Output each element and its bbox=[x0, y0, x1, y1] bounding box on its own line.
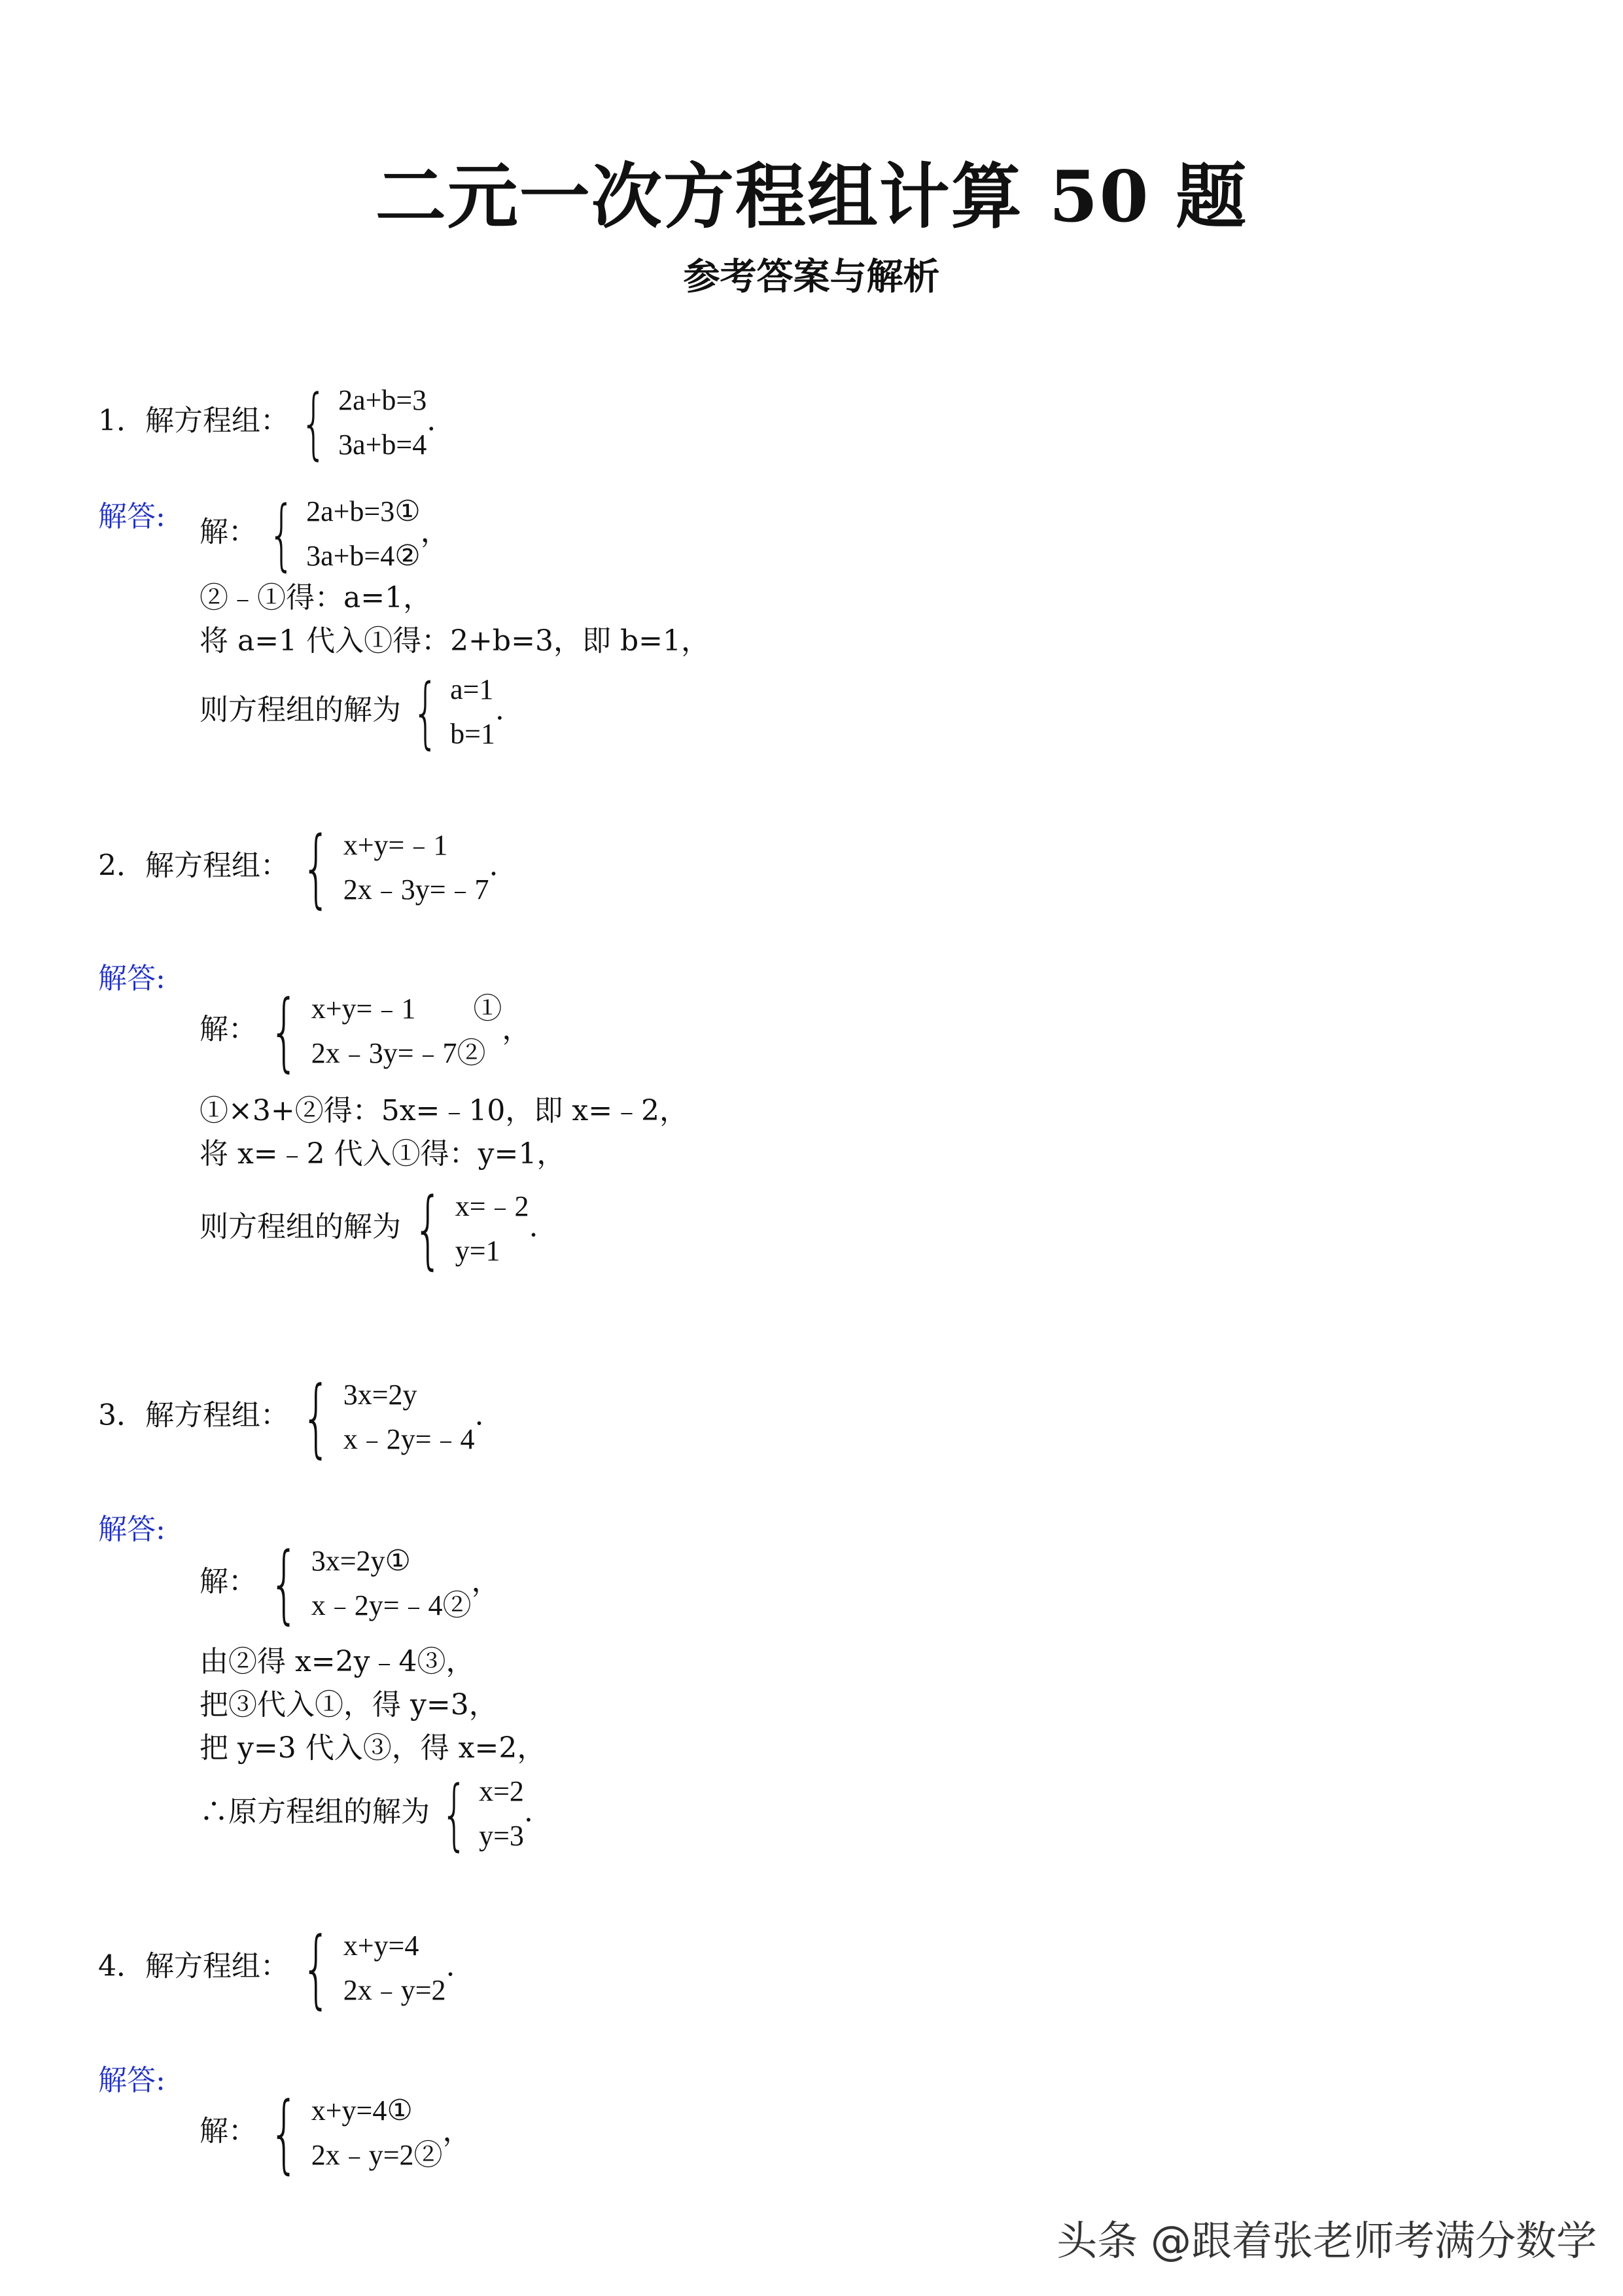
equation: 3x=2y① bbox=[311, 1545, 411, 1577]
equation: 2x﹣3y=﹣7② bbox=[311, 1037, 486, 1069]
solution-1-result bbox=[200, 667, 504, 756]
problem-end: . bbox=[445, 1949, 455, 1983]
solution-2-system bbox=[200, 981, 531, 1081]
solution-end: ， bbox=[420, 515, 449, 549]
solution-step: 将 x=﹣2 代入①得：y=1， bbox=[200, 1137, 566, 1171]
result-prefix: ∴原方程组的解为 bbox=[200, 1795, 430, 1829]
problem-end: . bbox=[489, 849, 498, 883]
equation: 2x﹣3y=﹣7 bbox=[343, 874, 489, 906]
solution-intro: 解： bbox=[200, 1564, 257, 1598]
solution-intro: 解： bbox=[200, 2114, 257, 2148]
equation-system: { x+y=4 2x﹣y=2 bbox=[301, 1918, 446, 2018]
result-system: { x=2 y=3 bbox=[440, 1769, 524, 1859]
solution-step: ②﹣①得：a=1， bbox=[200, 581, 432, 614]
equation: x+y=﹣1 ① bbox=[311, 993, 502, 1025]
result-end: . bbox=[523, 1795, 533, 1829]
equation-system: { 3x=2y① x﹣2y=﹣4② bbox=[269, 1534, 472, 1633]
solution-3-result bbox=[200, 1769, 533, 1858]
problem-1 bbox=[98, 378, 436, 467]
problem-end: . bbox=[474, 1398, 484, 1432]
result-end: . bbox=[495, 693, 504, 727]
equation: y=1 bbox=[455, 1235, 500, 1267]
answer-label: 解答: bbox=[98, 1513, 166, 1546]
problem-3 bbox=[98, 1368, 484, 1467]
solution-4-system bbox=[200, 2083, 472, 2183]
equation-system: { 3x=2y x﹣2y=﹣4 bbox=[301, 1368, 475, 1467]
solution-2-result bbox=[200, 1179, 538, 1279]
equation-system: { x+y=﹣1 ① 2x﹣3y=﹣7② bbox=[269, 981, 502, 1081]
answer-label: 解答: bbox=[98, 2064, 166, 2097]
equation: x﹣2y=﹣4 bbox=[343, 1423, 475, 1455]
solution-step: 将 a=1 代入①得：2+b=3，即 b=1， bbox=[200, 624, 710, 658]
solution-step: 把③代入①，得 y=3， bbox=[200, 1688, 498, 1722]
equation: x=2 bbox=[479, 1775, 524, 1807]
solution-1-system bbox=[200, 489, 449, 578]
problem-prompt: 1．解方程组： bbox=[98, 404, 289, 438]
solution-intro: 解： bbox=[200, 515, 257, 549]
problem-prompt: 4．解方程组： bbox=[98, 1949, 289, 1983]
solution-end: ， bbox=[502, 1012, 531, 1046]
result-prefix: 则方程组的解为 bbox=[200, 1210, 401, 1244]
solution-end: ， bbox=[442, 2114, 472, 2148]
problem-end: . bbox=[427, 404, 436, 438]
problem-2 bbox=[98, 818, 498, 917]
equation: 2x﹣y=2 bbox=[343, 1974, 446, 2006]
result-end: . bbox=[529, 1210, 538, 1244]
page-subtitle: 参考答案与解析 bbox=[683, 255, 940, 298]
result-prefix: 则方程组的解为 bbox=[200, 693, 401, 727]
equation: 3x=2y bbox=[343, 1379, 417, 1411]
result-system: { x=﹣2 y=1 bbox=[413, 1179, 529, 1279]
equation: 3a+b=4 bbox=[338, 429, 427, 461]
watermark: 头条 @跟着张老师考满分数学 bbox=[1056, 2217, 1597, 2265]
equation: 2x﹣y=2② bbox=[311, 2139, 443, 2171]
answer-label: 解答: bbox=[98, 500, 166, 533]
problem-prompt: 3．解方程组： bbox=[98, 1398, 289, 1432]
equation: x﹣2y=﹣4② bbox=[311, 1589, 472, 1621]
equation-system: { x+y=﹣1 2x﹣3y=﹣7 bbox=[301, 818, 489, 917]
solution-intro: 解： bbox=[200, 1012, 257, 1046]
equation-system: { 2a+b=3 3a+b=4 bbox=[300, 378, 427, 468]
equation: 2a+b=3 bbox=[338, 384, 427, 416]
page-title: 二元一次方程组计算 50 题 bbox=[375, 156, 1248, 238]
solution-end: ， bbox=[471, 1564, 500, 1598]
equation: 3a+b=4② bbox=[306, 540, 421, 572]
equation-system: { x+y=4① 2x﹣y=2② bbox=[269, 2083, 443, 2183]
equation: x+y=﹣1 bbox=[343, 829, 448, 861]
equation: x+y=4 bbox=[343, 1930, 419, 1962]
equation: b=1 bbox=[450, 718, 495, 750]
equation: a=1 bbox=[450, 673, 494, 705]
solution-step: 把 y=3 代入③，得 x=2， bbox=[200, 1731, 546, 1765]
answer-label: 解答: bbox=[98, 962, 166, 995]
solution-step: 由②得 x=2y﹣4③， bbox=[200, 1645, 475, 1678]
equation: y=3 bbox=[479, 1820, 524, 1852]
equation: 2a+b=3① bbox=[306, 495, 421, 527]
result-system: { a=1 b=1 bbox=[411, 667, 495, 757]
solution-3-system bbox=[200, 1534, 500, 1633]
problem-4 bbox=[98, 1918, 455, 2018]
solution-step: ①×3+②得：5x=﹣10，即 x=﹣2， bbox=[200, 1094, 689, 1127]
equation: x=﹣2 bbox=[455, 1190, 529, 1222]
equation: x+y=4① bbox=[311, 2094, 413, 2127]
equation-system: { 2a+b=3① 3a+b=4② bbox=[268, 489, 421, 579]
problem-prompt: 2．解方程组： bbox=[98, 849, 289, 883]
